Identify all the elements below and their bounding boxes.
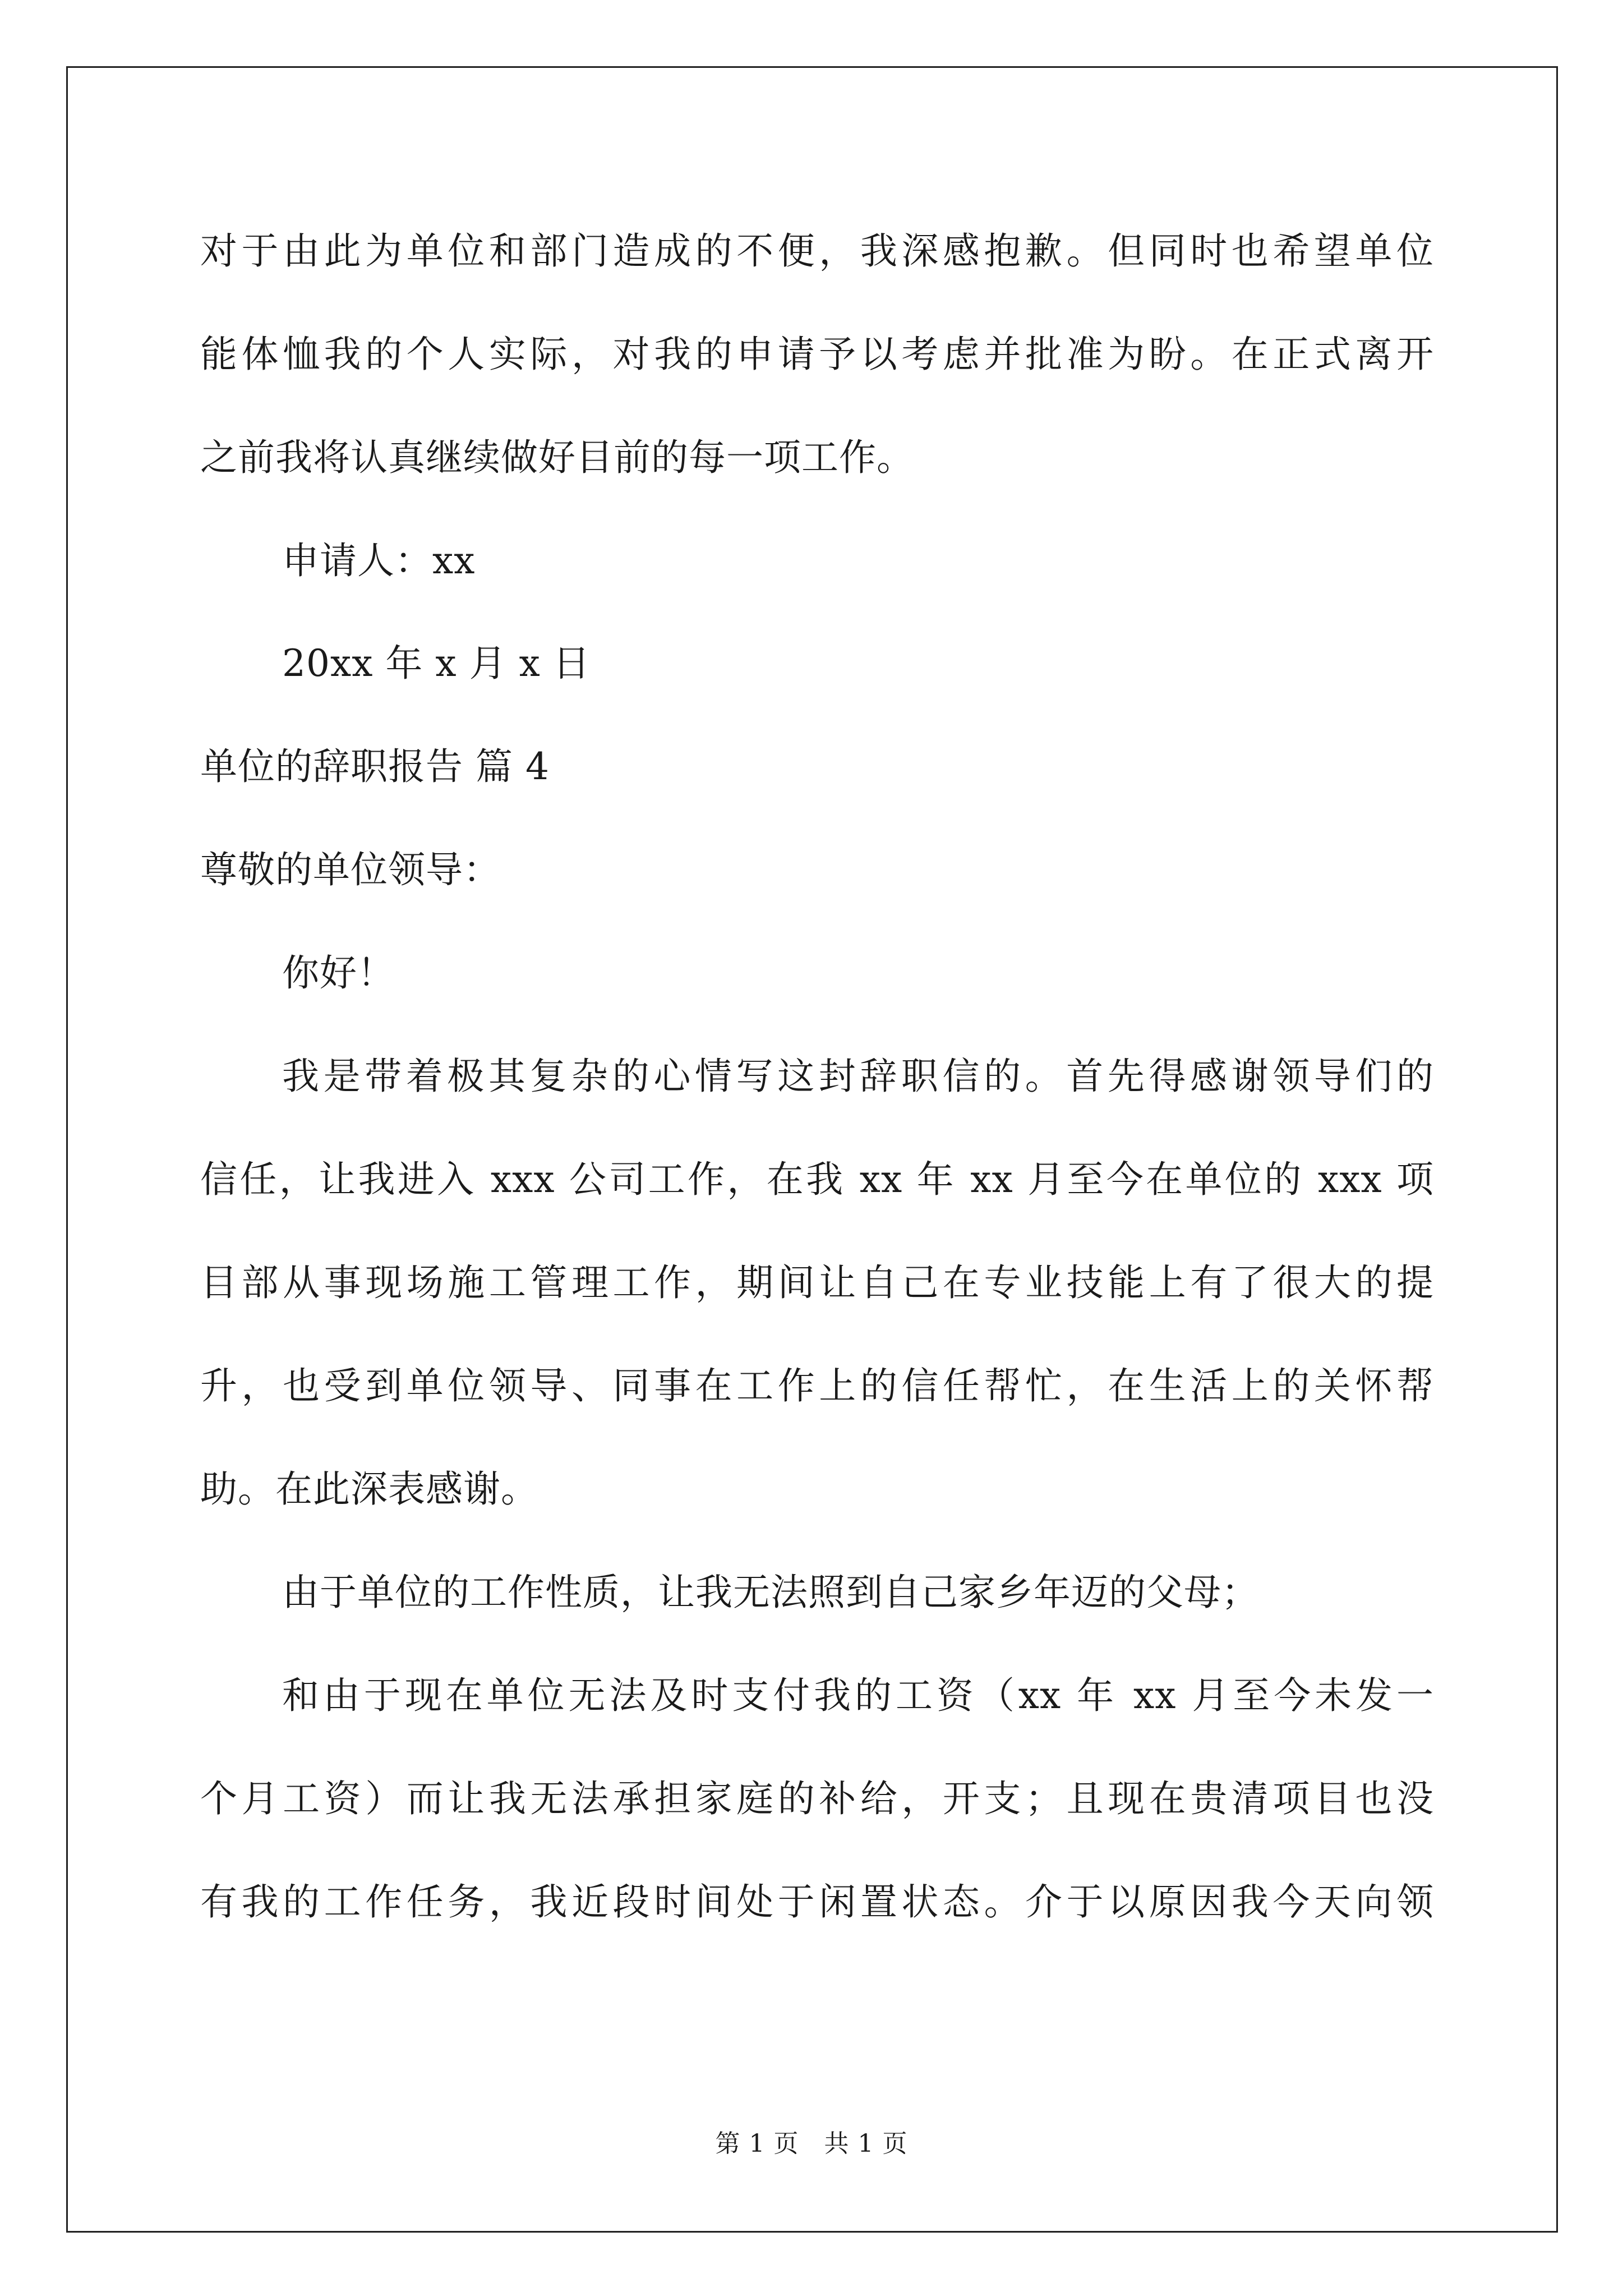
body-line: 能体恤我的个人实际，对我的申请予以考虑并批准为盼。在正式离开 <box>200 333 1434 376</box>
body-line: 信任，让我进入 xxx 公司工作，在我 xx 年 xx 月至今在单位的 xxx 项 <box>200 1158 1434 1201</box>
body-line: 目部从事现场施工管理工作，期间让自己在专业技能上有了很大的提 <box>200 1261 1434 1304</box>
page-number-footer: 第 1 页 共 1 页 <box>715 2129 908 2158</box>
date-line: 20xx 年 x 月 x 日 <box>282 642 591 685</box>
body-line: 个月工资）而让我无法承担家庭的补给，开支；且现在贵清项目也没 <box>200 1777 1434 1820</box>
applicant-line: 申请人：xx <box>282 539 476 582</box>
body-line: 和由于现在单位无法及时支付我的工资（xx 年 xx 月至今未发一 <box>282 1674 1434 1717</box>
body-line: 有我的工作任务，我近段时间处于闲置状态。介于以原因我今天向领 <box>200 1880 1434 1924</box>
body-line: 助。在此深表感谢。 <box>200 1467 538 1511</box>
body-line: 之前我将认真继续做好目前的每一项工作。 <box>200 436 914 479</box>
body-line: 对于由此为单位和部门造成的不便，我深感抱歉。但同时也希望单位 <box>200 229 1434 273</box>
salutation: 尊敬的单位领导： <box>200 848 501 891</box>
body-line: 由于单位的工作性质，让我无法照到自己家乡年迈的父母； <box>282 1571 1259 1614</box>
greeting: 你好！ <box>282 951 395 995</box>
section-heading: 单位的辞职报告 篇 4 <box>200 745 550 788</box>
body-line: 我是带着极其复杂的心情写这封辞职信的。首先得感谢领导们的 <box>282 1055 1434 1098</box>
body-line: 升，也受到单位领导、同事在工作上的信任帮忙，在生活上的关怀帮 <box>200 1364 1434 1407</box>
